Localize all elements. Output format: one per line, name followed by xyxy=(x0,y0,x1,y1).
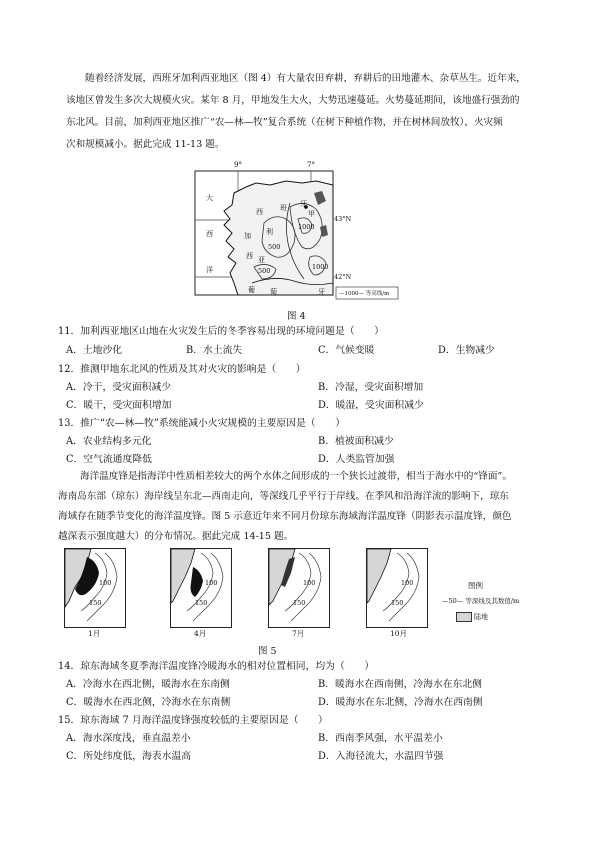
place-char: 牙 xyxy=(300,200,307,208)
contour-label: 1000 xyxy=(298,223,315,231)
passage-line: 海南岛东部（琼东）海岸线呈东北—西南走向，等深线几乎平行于岸线。在季风和沿海洋流的影响下，琼东 xyxy=(58,491,509,502)
contour-label: 500 xyxy=(268,243,281,251)
isobath-label: 100 xyxy=(205,579,218,587)
question-12-stem: 12．推测甲地东北风的性质及其对火灾的影响是（ ） xyxy=(58,364,306,375)
q15-option-a[interactable]: A．海水深度浅，垂直温差小 xyxy=(66,733,191,744)
q14-option-a[interactable]: A．冷海水在西北侧，暖海水在东南侧 xyxy=(66,679,230,690)
galicia-map-svg xyxy=(194,163,406,305)
place-char: 班 xyxy=(280,204,287,212)
place-char: 葡 xyxy=(248,286,255,294)
place-char: 牙 xyxy=(318,288,325,296)
passage-line: 海域存在随季节变化的海洋温度锋。图 5 示意近年来不同月份琼东海域海洋温度锋（阴影表示温度锋，颜色 xyxy=(58,511,512,522)
lat-label-42: 42°N xyxy=(334,273,352,281)
q15-option-d[interactable]: D．入海径流大，水温四节强 xyxy=(318,751,444,762)
sea-char: 西 xyxy=(206,230,213,238)
question-14-stem: 14．琼东海域冬夏季海洋温度锋冷暖海水的相对位置相同，均为（ ） xyxy=(58,661,375,672)
passage-line: 东北风。目前，加利西亚地区推广“农—林—牧”复合系统（在树下种植作物，并在树林间放牧），火灾频 xyxy=(66,117,503,128)
month-label: 7月 xyxy=(292,629,305,638)
q11-option-a[interactable]: A．土地沙化 xyxy=(66,345,123,356)
lon-label-9: 9° xyxy=(234,161,242,169)
passage-line: 该地区曾发生多次大规模火灾。某年 8 月，甲地发生大火，大势迅速蔓延。火势蔓延期间，该地盛行强劲的 xyxy=(66,95,520,106)
lon-label-7: 7° xyxy=(307,161,315,169)
figure-5 xyxy=(64,548,544,640)
question-15-stem: 15．琼东海域 7 月海洋温度锋强度较低的主要原因是（ ） xyxy=(58,715,328,726)
figure-5-caption: 图 5 xyxy=(258,646,277,657)
legend-title: 图例 xyxy=(468,581,483,590)
question-11-stem: 11．加利西亚地区山地在火灾发生后的冬季容易出现的环境问题是（ ） xyxy=(58,326,384,337)
passage-line: 随着经济发展，西班牙加利西亚地区（图 4）有大量农田弃耕，弃耕后的田地灌木、杂草丛生。近年来， xyxy=(85,73,526,84)
figure-4-map xyxy=(194,163,406,305)
legend-land-swatch xyxy=(456,612,472,622)
q15-option-b[interactable]: B．西南季风强，水平温差小 xyxy=(318,733,443,744)
q14-option-b[interactable]: B．暖海水在西南侧，冷海水在东北侧 xyxy=(318,679,482,690)
legend-isobath: —50— 等深线及其数值/m xyxy=(442,597,520,605)
month-label: 10月 xyxy=(390,629,408,638)
isobath-label: 100 xyxy=(99,579,112,587)
map-july xyxy=(268,548,330,628)
isobath-label: 150 xyxy=(391,599,404,607)
sea-char: 洋 xyxy=(206,266,213,274)
place-char: 西 xyxy=(246,252,253,260)
q14-option-d[interactable]: D．暖海水在东北侧，冷海水在西南侧 xyxy=(318,697,483,708)
q12-option-b[interactable]: B．冷湿，受灾面积增加 xyxy=(318,382,424,393)
figure-4-caption: 图 4 xyxy=(287,311,306,322)
sea-char: 大 xyxy=(206,194,213,202)
map-legend-contour: —1000— 等高线/m xyxy=(339,291,390,297)
isobath-label: 100 xyxy=(401,579,414,587)
month-label: 4月 xyxy=(194,629,207,638)
question-13-stem: 13．推广“农—林—牧”系统能减小火灾规模的主要原因是（ ） xyxy=(58,418,345,429)
q13-option-a[interactable]: A．农业结构多元化 xyxy=(66,436,152,447)
map-october xyxy=(366,548,428,628)
isobath-label: 150 xyxy=(195,599,208,607)
place-char: 萄 xyxy=(270,288,277,296)
contour-label: 500 xyxy=(258,267,271,275)
q11-option-d[interactable]: D．生物减少 xyxy=(438,345,495,356)
q13-option-c[interactable]: C．空气流通度降低 xyxy=(66,454,152,465)
place-char: 亚 xyxy=(258,256,265,264)
isobath-label: 150 xyxy=(89,599,102,607)
map-january xyxy=(64,548,126,628)
place-char: 西 xyxy=(256,208,263,216)
q13-option-b[interactable]: B．植被面积减少 xyxy=(318,436,394,447)
q12-option-a[interactable]: A．冷干，受灾面积减少 xyxy=(66,382,172,393)
q15-option-c[interactable]: C．所处纬度低，海表水温高 xyxy=(66,751,192,762)
contour-label: 1000 xyxy=(312,263,329,271)
q12-option-c[interactable]: C．暖干，受灾面积增加 xyxy=(66,400,172,411)
passage-line: 海洋温度锋是指海洋中性质相差较大的两个水体之间形成的一个狭长过渡带，相当于海水中的“锋面”。 xyxy=(80,471,512,482)
place-char: 加 xyxy=(244,232,251,240)
q14-option-c[interactable]: C．暖海水在西北侧，冷海水在东南侧 xyxy=(66,697,231,708)
passage-line: 次和规模减小。据此完成 11-13 题。 xyxy=(66,139,225,150)
q11-option-b[interactable]: B．水土流失 xyxy=(186,345,243,356)
map-april xyxy=(170,548,232,628)
month-label: 1月 xyxy=(88,629,101,638)
q13-option-d[interactable]: D．人类监管加强 xyxy=(318,454,395,465)
q12-option-d[interactable]: D．暖湿，受灾面积减少 xyxy=(318,400,424,411)
lat-label-43: 43°N xyxy=(334,215,352,223)
legend-land: 陆地 xyxy=(474,613,488,621)
place-char: 利 xyxy=(266,228,273,236)
passage-line: 越深表示强度越大）的分布情况。据此完成 14-15 题。 xyxy=(58,531,294,542)
q11-option-c[interactable]: C．气候变暖 xyxy=(318,345,375,356)
isobath-label: 150 xyxy=(293,599,306,607)
isobath-label: 100 xyxy=(303,579,316,587)
point-jia-label: 甲 xyxy=(308,210,315,218)
